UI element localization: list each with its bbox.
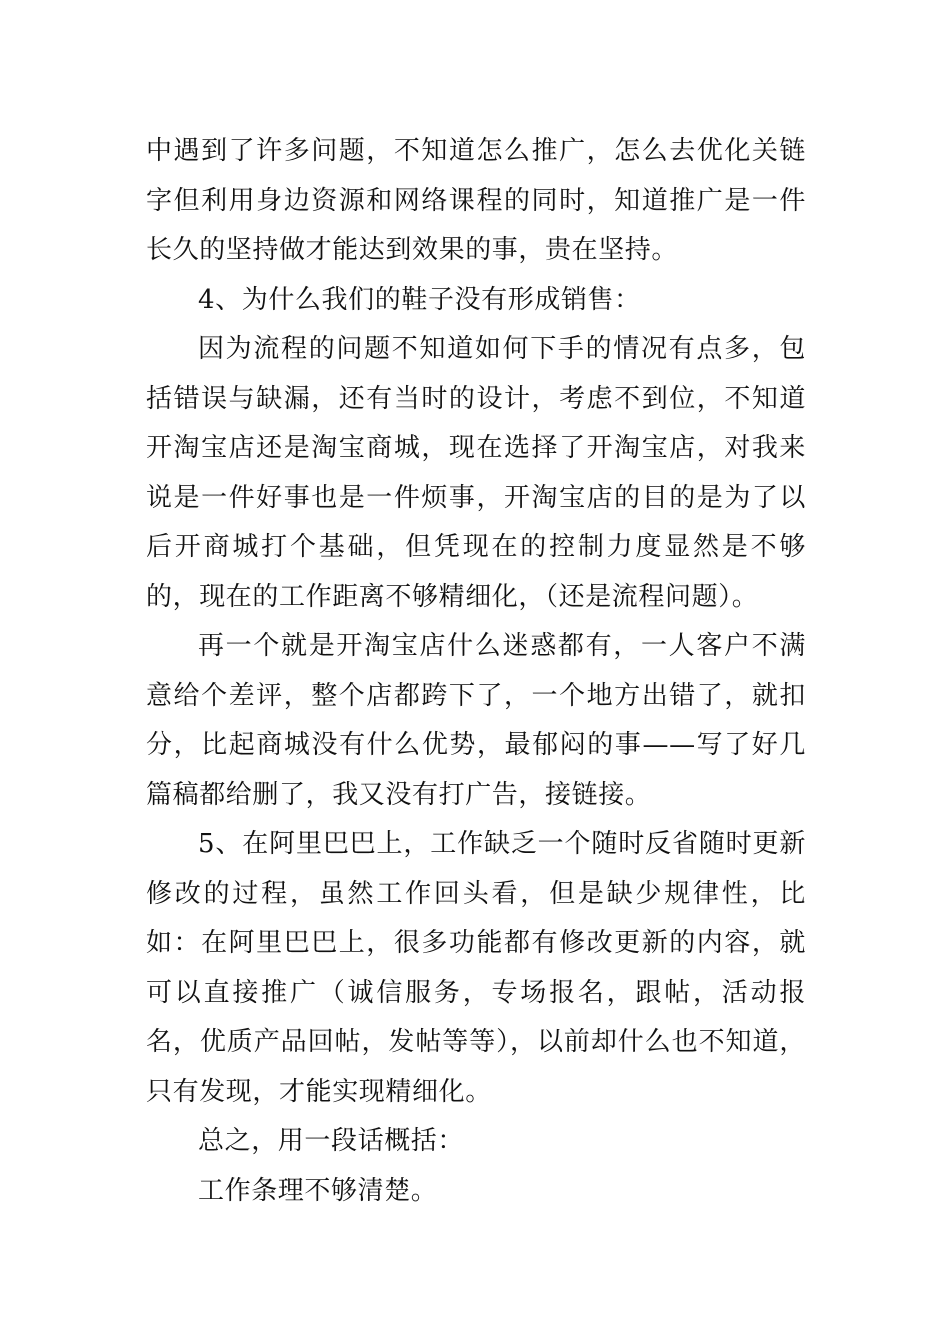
paragraph-summary-intro: 总之，用一段话概括： (198, 1126, 465, 1156)
paragraph-heading-4: 4、为什么我们的鞋子没有形成销售： (198, 284, 641, 315)
paragraph-heading-5: 5、在阿里巴巴上，工作缺乏一个随时反省随时更新修改的过程，虽然工作回头看，但是缺少规律性，比如：在阿里巴巴上，很多功能都有修改更新的内容，就可以直接推广（诚信服务，专场报名，跟帖，活动报名，优质产品回帖，发帖等等），以前却什么也不知道，只有发现，才能实现精细化。 (146, 829, 806, 1107)
document-body (146, 127, 806, 1216)
paragraph-process-issues: 因为流程的问题不知道如何下手的情况有点多，包括错误与缺漏，还有当时的设计，考虑不到位，不知道开淘宝店还是淘宝商城，现在选择了开淘宝店，对我来说是一件好事也是一件烦事，开淘宝店的目的是为了以后开商城打个基础，但凭现在的控制力度显然是不够的，现在的工作距离不够精细化，（还是流程问题）。 (146, 334, 806, 612)
paragraph-taobao-issues: 再一个就是开淘宝店什么迷惑都有，一人客户不满意给个差评，整个店都跨下了，一个地方出错了，就扣分，比起商城没有什么优势，最郁闷的事——写了好几篇稿都给删了，我又没有打广告，接链接。 (146, 631, 806, 810)
paragraph-summary: 工作条理不够清楚。 (198, 1175, 438, 1206)
paragraph-continuation: 中遇到了许多问题，不知道怎么推广，怎么去优化关链字但利用身边资源和网络课程的同时，知道推广是一件长久的坚持做才能达到效果的事，贵在坚持。 (146, 136, 806, 265)
